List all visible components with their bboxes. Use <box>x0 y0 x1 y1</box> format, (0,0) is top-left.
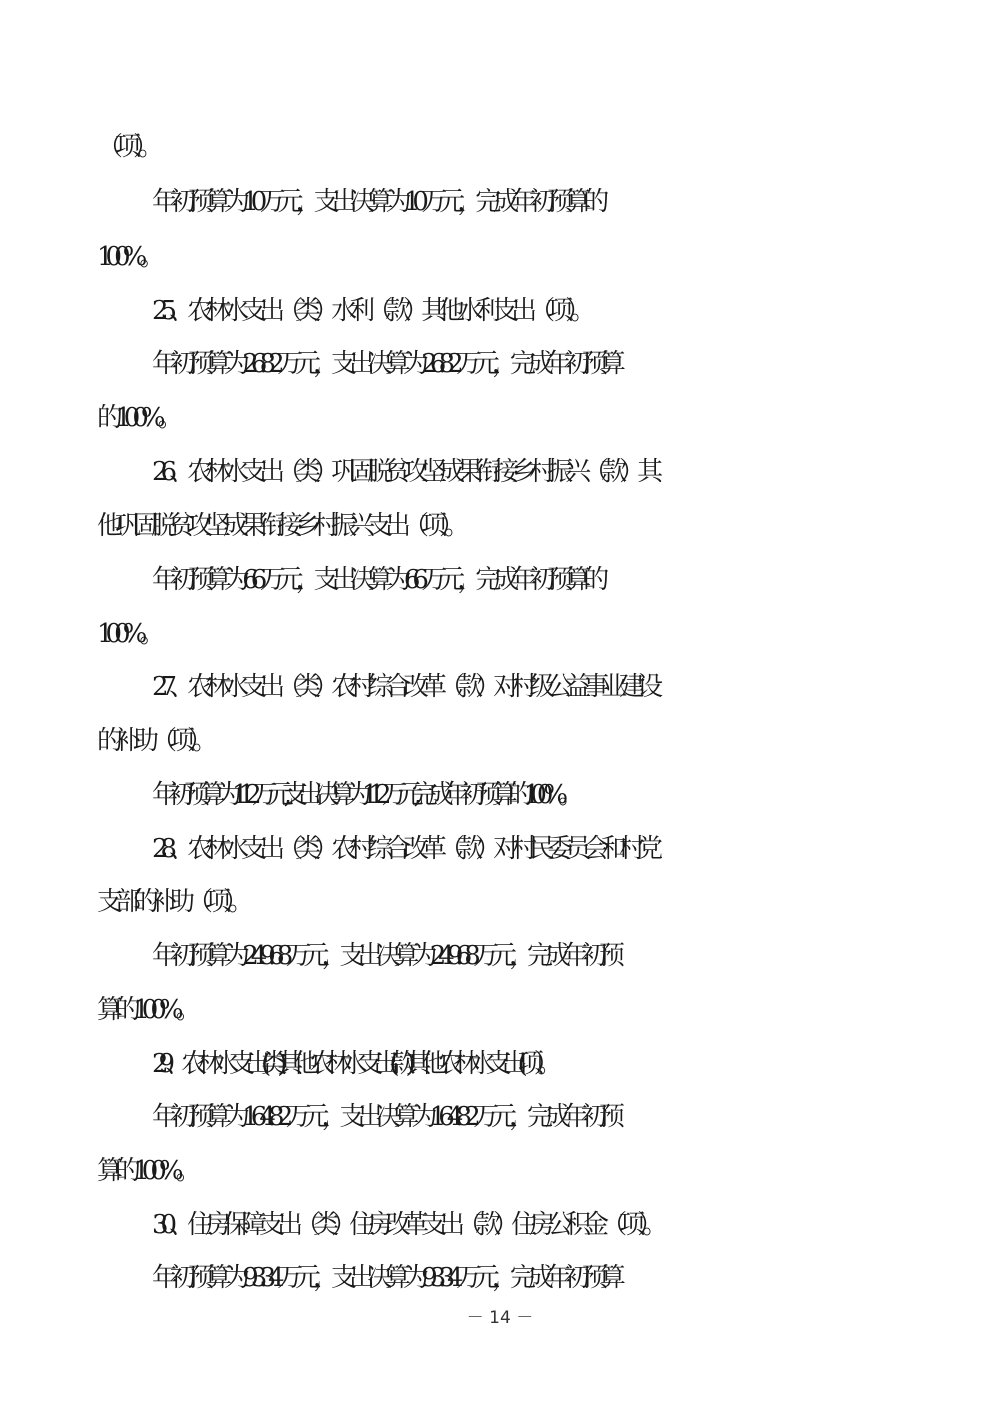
text-line: 的 100%。 <box>97 403 176 433</box>
text-line: 29、农林水支出(类)其他农林水支出(款)其他农林水支出(项）。 <box>152 1049 553 1079</box>
text-line: 年初预算为 66 万元，支出决算为 66 万元，完成年初预算的 <box>152 565 602 595</box>
text-line: 年初预算为 164.82 万元，支出决算为 164.82 万元，完成年初预 <box>152 1102 618 1132</box>
text-line: 年初预算为 93.34 万元，支出决算为 93.34 万元，完成年初预算 <box>152 1263 618 1293</box>
text-line: 年初预算为 10 万元，支出决算为 10 万元，完成年初预算的 <box>152 187 602 217</box>
text-line: 25、农林水支出（类）水利（款）其他水利支出（项）。 <box>152 296 589 326</box>
text-line: 30、住房保障支出（类）住房改革支出（款）住房公积金（项）。 <box>152 1210 661 1240</box>
text-line: 的补助（项）。 <box>97 726 211 756</box>
text-line: 26、农林水支出（类）巩固脱贫攻坚成果衔接乡村振兴（款）其 <box>152 457 656 487</box>
text-line: 算的 100%。 <box>97 995 194 1025</box>
text-line: （项）。 <box>97 132 157 162</box>
text-line: 年初预算为 26.82 万元，支出决算为 26.82 万元，完成年初预算 <box>152 349 618 379</box>
text-line: 他巩固脱贫攻坚成果衔接乡村振兴支出（项）。 <box>97 511 463 541</box>
text-line: 100%。 <box>97 242 158 272</box>
text-line: 28、农林水支出（类）农村综合改革（款）对村民委员会和村党 <box>152 834 656 864</box>
text-line: 100%。 <box>97 619 158 649</box>
text-line: 年初预算为112万元,支出决算为112万元,完成年初预算的100%。 <box>152 780 575 810</box>
text-line: 支部的补助（项）。 <box>97 887 247 917</box>
text-line: 27、农林水支出（类）农村综合改革（款）对村级公益事业建设 <box>152 672 656 702</box>
page-number: － 14 － <box>466 1308 534 1328</box>
text-line: 年初预算为 249.68 万元，支出决算为 249.68 万元，完成年初预 <box>152 941 618 971</box>
text-line: 算的 100%。 <box>97 1156 194 1186</box>
